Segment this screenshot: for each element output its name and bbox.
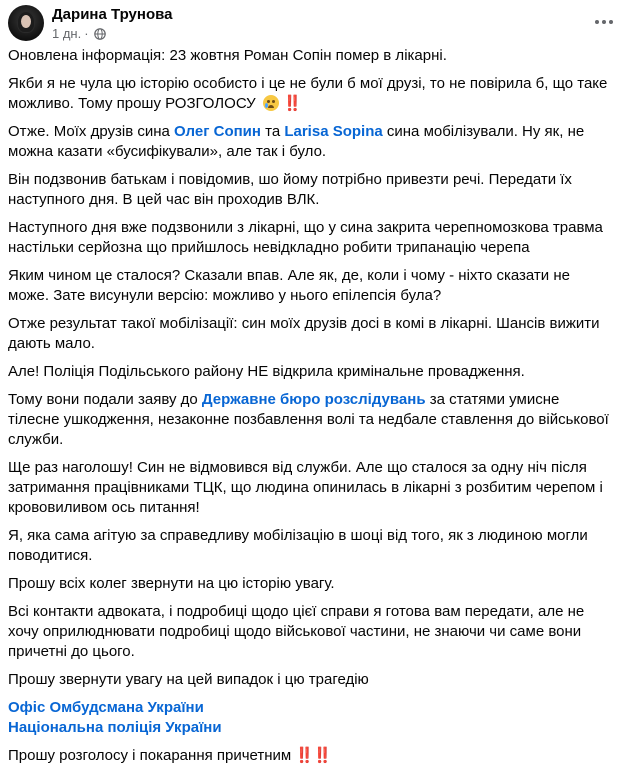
- paragraph-text: сина мобілізували. Ну як, не можна казати «бусифікували», але так і було.: [8, 123, 585, 160]
- paragraph-attention: Прошу звернути увагу на цей випадок і цю трагедію: [8, 671, 369, 688]
- paragraph-colleagues: Прошу всіх колег звернути на цю історію увагу.: [8, 575, 335, 592]
- paragraph-contacts: Всі контакти адвоката, і подробиці щодо цієї справи я готова вам передати, але не хочу оприлюднювати подробиці щодо військової частини, не знаючи чи саме вони причетні до цього.: [8, 603, 585, 660]
- paragraph-mobilization: [8, 122, 614, 162]
- paragraph-text: за статями умисне тілесне ушкодження, незаконне позбавлення волі та недбале ставлення до військової служби.: [8, 391, 609, 448]
- more-options-icon[interactable]: [592, 12, 616, 32]
- paragraph-final: [8, 746, 614, 766]
- crying-face-icon: [263, 95, 279, 111]
- paragraph-shock: Я, яка сама агітую за справедливу мобілізацію в шоці від того, як з людиною могли поводитися.: [8, 527, 588, 564]
- paragraph-text: Тому вони подали заяву до: [8, 391, 198, 408]
- avatar[interactable]: [8, 5, 44, 41]
- paragraph-intro: [8, 74, 614, 114]
- paragraph-call: Він подзвонив батькам і повідомив, шо йому потрібно привезти речі. Передати їх наступного дня. В цей час він проходив ВЛК.: [8, 171, 572, 208]
- globe-icon: [94, 28, 106, 40]
- paragraph-police: Але! Поліція Подільського району НЕ відкрила кримінальне провадження.: [8, 363, 525, 380]
- paragraph-text: Отже. Моїх друзів сина: [8, 123, 170, 140]
- post-body: [8, 46, 614, 774]
- paragraph-dbr: [8, 390, 614, 450]
- paragraph-text: та: [265, 123, 281, 140]
- paragraph-hospital: Наступного дня вже подзвонили з лікарні, що у сина закрита черепномозкова травма настільки серйозна що прийшлось невідкладно робити трипанацію черепа: [8, 219, 603, 256]
- meta-separator: ·: [84, 26, 89, 41]
- post-meta: [52, 26, 106, 41]
- tag-national-police[interactable]: Національна поліція України: [8, 719, 222, 736]
- paragraph-question: Яким чином це сталося? Сказали впав. Але як, де, коли і чому - ніхто сказати не може. Зате висунули версію: можливо у нього епілепсія була?: [8, 267, 570, 304]
- double-exclamation-icon: ‼️: [283, 95, 301, 112]
- post-time[interactable]: 1 дн.: [52, 26, 82, 41]
- paragraph-text: Прошу розголосу і покарання причетним: [8, 747, 292, 764]
- tag-dbr[interactable]: Державне бюро розслідувань: [201, 391, 426, 408]
- author-name[interactable]: Дарина Трунова: [52, 6, 173, 23]
- post-header: [0, 0, 628, 44]
- paragraph-intro-text: Якби я не чула цю історію особисто і це не були б мої друзі, то не повірила б, що таке можливо. Тому прошу РОЗГОЛОСУ: [8, 75, 608, 112]
- paragraph-emphasis: Ще раз наголошу! Син не відмовився від служби. Але що сталося за одну ніч після затримання працівниками ТЦК, що людина опинилась в лікарні з розбитим черепом і крововиливом ось питання!: [8, 459, 603, 516]
- tag-oleg-sopyn[interactable]: Олег Сопин: [174, 123, 261, 140]
- avatar-face: [21, 15, 31, 28]
- tag-ombudsman[interactable]: Офіс Омбудсмана України: [8, 699, 204, 716]
- double-exclamation-icon: ‼️‼️: [295, 747, 331, 764]
- paragraph-update: Оновлена інформація: 23 жовтня Роман Сопін помер в лікарні.: [8, 47, 447, 64]
- paragraph-result: Отже результат такої мобілізації: син моїх друзів досі в комі в лікарні. Шансів вижити дають мало.: [8, 315, 600, 352]
- tag-larisa-sopina[interactable]: Larisa Sopina: [284, 123, 383, 140]
